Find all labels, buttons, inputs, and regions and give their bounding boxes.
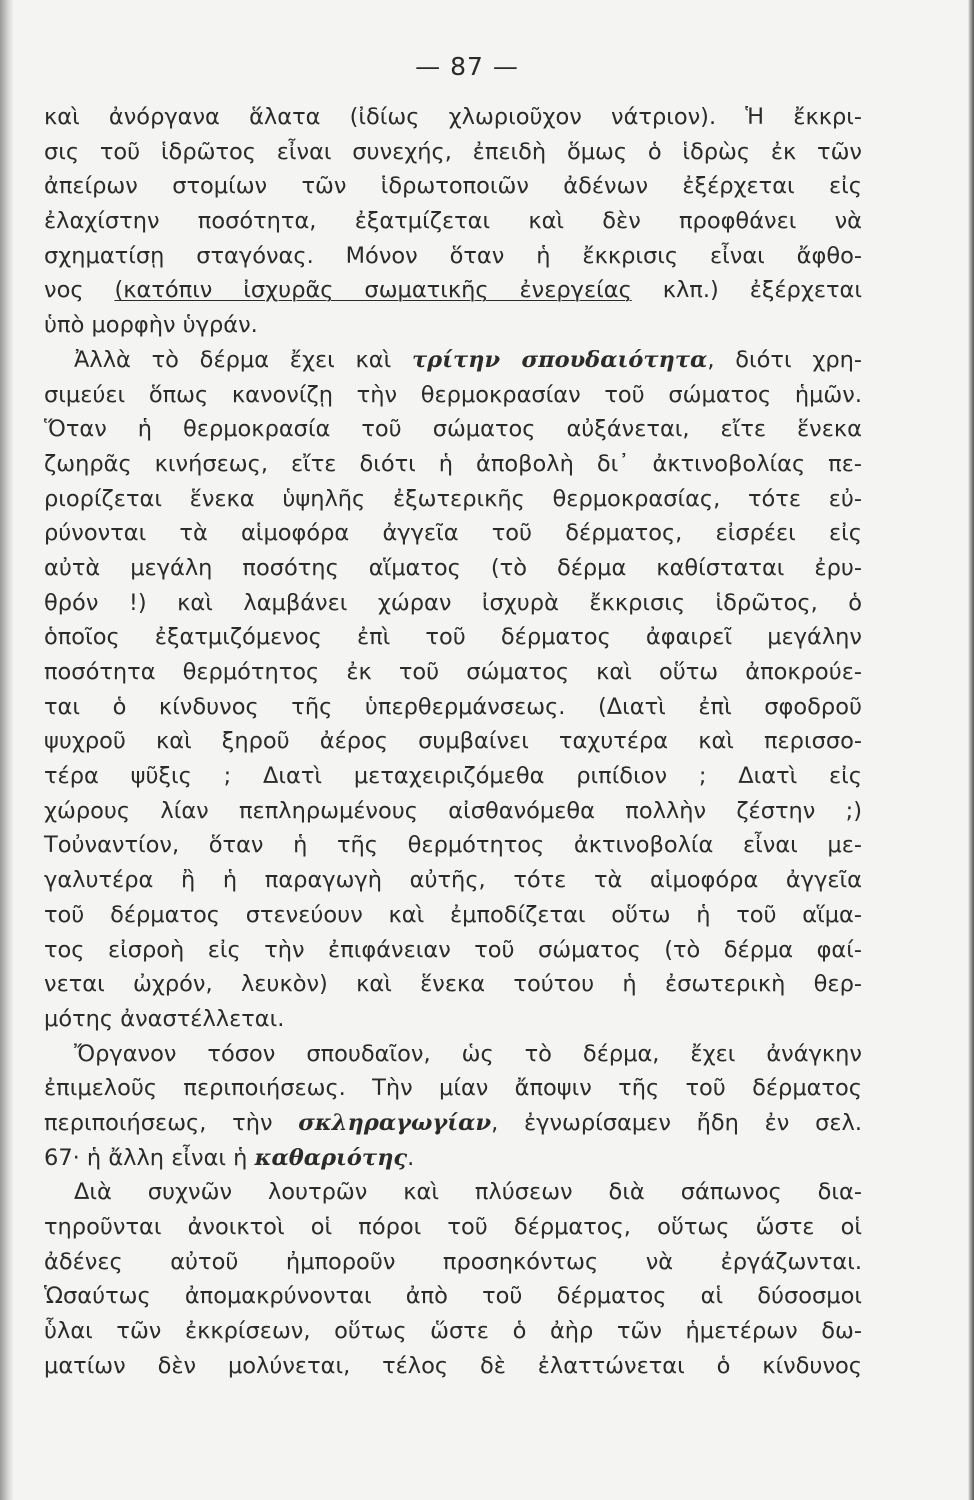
- text-line: ἐλαχίστην ποσότητα, ἐξατμίζεται καὶ δὲν προφθάνει νὰ: [44, 208, 862, 235]
- text-line: χώρους λίαν πεπληρωμένους αἰσθανόμεθα πολλὴν ζέστην ;): [44, 797, 862, 824]
- text-segment: περιποιήσεως, τὴν: [44, 1109, 299, 1136]
- emphasized-term: καθαριότης: [254, 1144, 408, 1171]
- text-line: τέρα ψῦξις ; Διατὶ μεταχειριζόμεθα ριπίδιον ; Διατὶ εἰς: [44, 763, 862, 790]
- text-line: ὁποῖος ἐξατμιζόμενος ἐπὶ τοῦ δέρματος ἀφαιρεῖ μεγάλην: [44, 624, 862, 651]
- text-line: τηροῦνται ἀνοικτοὶ οἱ πόροι τοῦ δέρματος, οὕτως ὥστε οἱ: [44, 1214, 862, 1240]
- text-segment: .: [407, 1144, 415, 1171]
- text-line: σιμεύει ὅπως κανονίζῃ τὴν θερμοκρασίαν τοῦ σώματος ἡμῶν.: [44, 381, 862, 408]
- text-line: θρόν !) καὶ λαμβάνει χώραν ἰσχυρὰ ἔκκρισις ἱδρῶτος, ὁ: [44, 589, 862, 616]
- text-segment: 67· ἡ ἄλλη εἶναι ἡ: [44, 1144, 255, 1171]
- text-line: αὐτὰ μεγάλη ποσότης αἵματος (τὸ δέρμα καθίσταται ἐρυ-: [44, 554, 862, 581]
- text-line: Ὄργανον τόσον σπουδαῖον, ὡς τὸ δέρμα, ἔχει ἀνάγκην: [74, 1040, 862, 1067]
- text-segment: Ἀλλὰ τὸ δέρμα ἔχει καὶ: [74, 346, 412, 373]
- text-line: ται ὁ κίνδυνος τῆς ὑπερθερμάνσεως. (Διατὶ ἐπὶ σφοδροῦ: [44, 693, 862, 720]
- body-text: [44, 100, 862, 1383]
- text-line: σις τοῦ ἱδρῶτος εἶναι συνεχής, ἐπειδὴ ὅμως ὁ ἱδρὼς ἐκ τῶν: [44, 138, 862, 165]
- text-line: ζωηρᾶς κινήσεως, εἴτε διότι ἡ ἀποβολὴ δι᾽ ἀκτινοβολίας πε-: [44, 450, 862, 477]
- text-line: [44, 273, 862, 308]
- text-segment: , ἐγνωρίσαμεν ἤδη ἐν σελ.: [491, 1109, 862, 1136]
- text-line: Τοὐναντίον, ὅταν ἡ τῆς θερμότητος ἀκτινοβολία εἶναι με-: [44, 832, 862, 859]
- text-line: [44, 1106, 862, 1141]
- text-line: ψυχροῦ καὶ ξηροῦ ἀέρος συμβαίνει ταχυτέρα καὶ περισσο-: [44, 728, 862, 755]
- text-line: τοῦ δέρματος στενεύουν καὶ ἐμποδίζεται οὕτω ἡ τοῦ αἵμα-: [44, 901, 862, 928]
- text-line: ριορίζεται ἕνεκα ὑψηλῆς ἐξωτερικῆς θερμοκρασίας, τότε εὐ-: [44, 485, 862, 512]
- text-line: ἐπιμελοῦς περιποιήσεως. Τὴν μίαν ἄποψιν τῆς τοῦ δέρματος: [44, 1075, 862, 1102]
- text-line: ἀπείρων στομίων τῶν ἱδρωτοποιῶν ἀδένων ἐξέρχεται εἰς: [44, 173, 862, 200]
- text-line: ὑπὸ μορφὴν ὑγράν.: [44, 312, 258, 339]
- text-line: σχηματίσῃ σταγόνας. Μόνον ὅταν ἡ ἔκκρισις εἶναι ἄφθο-: [44, 242, 862, 269]
- text-line: [44, 1141, 862, 1176]
- text-line: γαλυτέρα ἢ ἡ παραγωγὴ αὐτῆς, τότε τὰ αἱμοφόρα ἀγγεῖα: [44, 867, 862, 894]
- page-gutter-shadow: [0, 0, 14, 1500]
- text-segment: κλπ.) ἐξέρχεται: [631, 277, 862, 304]
- text-line: Διὰ συχνῶν λουτρῶν καὶ πλύσεων διὰ σάπωνος δια-: [74, 1179, 862, 1206]
- text-segment: νος: [44, 277, 115, 304]
- page-number: — 87 —: [415, 52, 519, 81]
- text-line: [44, 343, 862, 378]
- text-line: ποσότητα θερμότητος ἐκ τοῦ σώματος καὶ οὕτω ἀποκρούε-: [44, 659, 862, 685]
- text-line: ἀδένες αὐτοῦ ἠμποροῦν προσηκόντως νὰ ἐργάζωνται.: [44, 1248, 862, 1275]
- text-line: ὗλαι τῶν ἐκκρίσεων, οὕτως ὥστε ὁ ἀὴρ τῶν ἡμετέρων δω-: [44, 1318, 862, 1345]
- page-edge-shadow: [968, 0, 974, 1500]
- text-line: ματίων δὲν μολύνεται, τέλος δὲ ἐλαττώνεται ὁ κίνδυνος: [44, 1352, 862, 1379]
- text-line: ρύνονται τὰ αἱμοφόρα ἀγγεῖα τοῦ δέρματος, εἰσρέει εἰς: [44, 520, 862, 547]
- text-line: Ὡσαύτως ἀπομακρύνονται ἀπὸ τοῦ δέρματος αἱ δύσοσμοι: [44, 1283, 862, 1310]
- emphasized-term: τρίτην σπουδαιότητα: [411, 346, 708, 373]
- text-line: καὶ ἀνόργανα ἅλατα (ἰδίως χλωριοῦχον νάτριον). Ἡ ἔκκρι-: [44, 104, 862, 130]
- text-line: μότης ἀναστέλλεται.: [44, 1005, 285, 1032]
- text-line: τος εἰσροὴ εἰς τὴν ἐπιφάνειαν τοῦ σώματος (τὸ δέρμα φαί-: [44, 936, 862, 963]
- text-line: Ὅταν ἡ θερμοκρασία τοῦ σώματος αὐξάνεται, εἴτε ἕνεκα: [44, 416, 862, 443]
- text-segment: , διότι χρη-: [707, 346, 862, 373]
- text-line: νεται ὠχρόν, λευκὸν) καὶ ἕνεκα τούτου ἡ ἐσωτερικὴ θερ-: [44, 971, 862, 998]
- emphasized-term: σκληραγωγίαν: [298, 1109, 492, 1136]
- underlined-phrase: (κατόπιν ἰσχυρᾶς σωματικῆς ἐνεργείας: [114, 277, 632, 304]
